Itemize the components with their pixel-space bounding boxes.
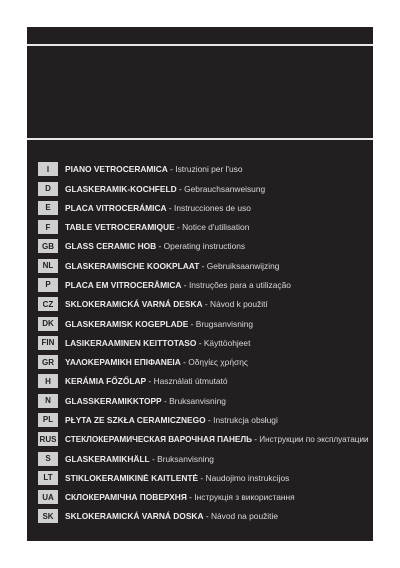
separator: - xyxy=(161,395,170,406)
language-row xyxy=(38,354,373,371)
language-row xyxy=(38,508,373,525)
language-code-badge: GR xyxy=(38,355,58,369)
language-row xyxy=(38,450,373,467)
separator: - xyxy=(146,376,154,387)
language-entry-text xyxy=(65,222,249,232)
language-subtitle: Gebruiksaanwijzing xyxy=(206,260,280,271)
language-title: SKLOKERAMICKÁ VARNÁ DOSKA xyxy=(65,511,204,522)
language-row xyxy=(38,200,373,217)
language-subtitle: Instrukcja obsługi xyxy=(213,414,278,425)
language-subtitle: Notice d'utilisation xyxy=(182,222,250,233)
language-code-badge: DK xyxy=(38,317,58,331)
separator: - xyxy=(181,279,189,290)
language-entry-text xyxy=(65,164,243,174)
separator: - xyxy=(149,453,158,464)
language-entry-text xyxy=(65,415,278,425)
language-row xyxy=(38,373,373,390)
language-code-badge: E xyxy=(38,201,58,215)
language-subtitle: Käyttöohjeet xyxy=(203,337,251,348)
language-entry-text xyxy=(65,184,265,194)
language-title: GLASKERAMISCHE KOOKPLAAT xyxy=(65,260,200,271)
language-subtitle: Návod na použitie xyxy=(210,511,278,522)
language-row xyxy=(38,277,373,294)
separator: - xyxy=(251,434,260,444)
language-row xyxy=(38,180,373,197)
language-entry-text xyxy=(65,280,291,290)
language-code-badge: I xyxy=(38,162,58,176)
language-entry-text xyxy=(65,338,250,348)
language-row xyxy=(38,392,373,409)
language-row xyxy=(38,431,373,448)
language-code-badge: N xyxy=(38,394,58,408)
language-title: СКЛОКЕРАМІЧНА ПОВЕРХНЯ xyxy=(65,492,187,503)
separator: - xyxy=(186,492,195,503)
separator: - xyxy=(174,222,183,233)
language-row xyxy=(38,335,373,352)
separator: - xyxy=(199,260,207,271)
language-subtitle: Operating instructions xyxy=(163,241,246,252)
language-title: PŁYTA ZE SZKŁA CERAMICZNEGO xyxy=(65,414,206,425)
language-entry-text xyxy=(65,376,228,386)
separator: - xyxy=(166,202,175,213)
language-title: LASIKERAAMINEN KEITTOTASO xyxy=(65,337,197,348)
language-title: СТЕКЛОКЕРАМИЧЕСКАЯ ВАРОЧНАЯ ПАНЕЛЬ xyxy=(65,434,252,444)
separator: - xyxy=(203,511,211,522)
language-subtitle: Brugsanvisning xyxy=(195,318,254,329)
language-code-badge: CZ xyxy=(38,297,58,311)
language-entry-text xyxy=(65,241,245,251)
language-row xyxy=(38,257,373,274)
language-entry-text xyxy=(65,396,226,406)
language-title: GLASS CERAMIC HOB xyxy=(65,241,157,252)
language-code-badge: P xyxy=(38,278,58,292)
language-entry-text xyxy=(65,473,289,483)
language-subtitle: Návod k použití xyxy=(210,299,268,310)
language-entry-text xyxy=(65,454,214,464)
separator: - xyxy=(176,183,185,194)
language-subtitle: Instruções para a utilização xyxy=(188,279,291,290)
language-code-badge: NL xyxy=(38,259,58,273)
separator: - xyxy=(198,472,206,483)
language-subtitle: Használati útmutató xyxy=(153,376,228,387)
language-code-badge: GB xyxy=(38,239,58,253)
language-title: GLASKERAMIK-KOCHFELD xyxy=(65,183,177,194)
language-subtitle: Инструкции по эксплуатации xyxy=(259,434,369,444)
separator: - xyxy=(180,357,189,368)
language-title: KERÁMIA FŐZŐLAP xyxy=(65,376,147,387)
separator: - xyxy=(202,299,211,310)
language-row xyxy=(38,315,373,332)
language-subtitle: Naudojimo instrukcijos xyxy=(205,472,290,483)
language-title: SKLOKERAMICKÁ VARNÁ DESKA xyxy=(65,299,203,310)
language-code-badge: LT xyxy=(38,471,58,485)
language-row xyxy=(38,161,373,178)
language-code-badge: FIN xyxy=(38,336,58,350)
language-subtitle: Інструкція з використання xyxy=(194,492,295,503)
language-subtitle: Istruzioni per l'uso xyxy=(175,164,243,175)
language-entry-text xyxy=(65,511,278,521)
language-code-badge: S xyxy=(38,452,58,466)
language-row xyxy=(38,296,373,313)
language-title: GLASKERAMIKHÄLL xyxy=(65,453,150,464)
language-entry-text xyxy=(65,319,253,329)
language-entry-text xyxy=(65,299,268,309)
language-code-badge: D xyxy=(38,182,58,196)
language-row xyxy=(38,412,373,429)
language-title: PLACA EM VITROCERÂMICA xyxy=(65,279,182,290)
language-row xyxy=(38,238,373,255)
language-title: GLASKERAMISK KOGEPLADE xyxy=(65,318,189,329)
language-code-badge: F xyxy=(38,220,58,234)
language-code-badge: H xyxy=(38,374,58,388)
middle-divider xyxy=(27,138,373,140)
language-subtitle: Οδηγίες χρήσης xyxy=(188,357,248,368)
cover-panel xyxy=(27,27,373,541)
language-subtitle: Bruksanvisning xyxy=(157,453,214,464)
language-subtitle: Bruksanvisning xyxy=(169,395,226,406)
separator: - xyxy=(156,241,164,252)
separator: - xyxy=(167,164,176,175)
language-entry-text xyxy=(65,261,279,271)
language-entry-text xyxy=(65,357,248,367)
language-list xyxy=(38,161,373,527)
language-title: STIKLOKERAMIKINĖ KAITLENTĖ xyxy=(65,472,199,483)
separator: - xyxy=(205,414,214,425)
separator: - xyxy=(188,318,196,329)
language-row xyxy=(38,489,373,506)
language-title: ΥΑΛΟΚΕΡΑΜΙΚΗ ΕΠΙΦΑΝΕΙΑ xyxy=(65,357,181,368)
language-code-badge: PL xyxy=(38,413,58,427)
language-subtitle: Instrucciones de uso xyxy=(174,202,251,213)
language-code-badge: SK xyxy=(38,509,58,523)
top-divider xyxy=(27,44,373,46)
language-row xyxy=(38,219,373,236)
language-title: TABLE VETROCERAMIQUE xyxy=(65,222,175,233)
separator: - xyxy=(196,337,204,348)
language-title: GLASSKERAMIKKTOPP xyxy=(65,395,162,406)
language-title: PLACA VITROCERÁMICA xyxy=(65,202,167,213)
language-code-badge: RUS xyxy=(38,432,58,446)
language-subtitle: Gebrauchsanweisung xyxy=(184,183,266,194)
language-code-badge: UA xyxy=(38,490,58,504)
language-title: PIANO VETROCERAMICA xyxy=(65,164,168,175)
language-entry-text xyxy=(65,203,251,213)
language-entry-text xyxy=(65,435,369,444)
language-row xyxy=(38,470,373,487)
language-entry-text xyxy=(65,492,295,502)
